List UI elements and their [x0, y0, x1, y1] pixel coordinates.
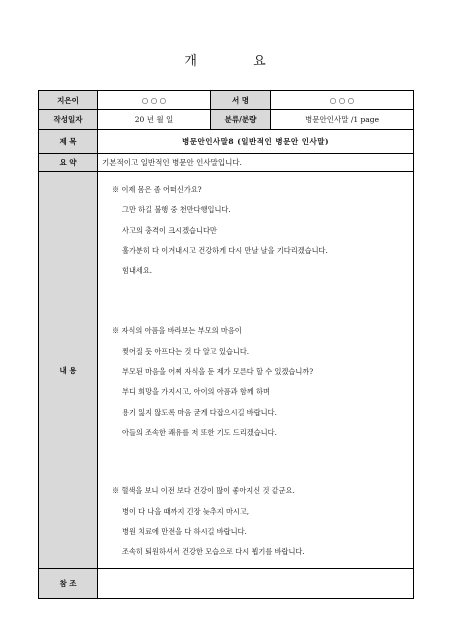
content-line: 병원 치료에 만전을 다 하시길 바랍니다. [122, 526, 247, 536]
content-body [98, 172, 414, 569]
signature-value: ○ ○ ○ [271, 91, 414, 110]
content-line: 병이 다 나을 때까지 긴장 늦추지 마시고, [122, 506, 250, 516]
content-paragraph-1 [112, 180, 403, 281]
content-line: ※ 혈색을 보니 이전 보다 건강이 많이 좋아지신 것 같군요. [112, 486, 295, 496]
summary-label: 요 약 [39, 154, 98, 172]
author-value: ○ ○ ○ [98, 91, 211, 110]
summary-value: 기본적이고 일반적인 병문안 인사말입니다. [98, 154, 414, 172]
paragraph-spacer [112, 443, 403, 481]
content-line: 부모된 마음을 어찌 자식을 둔 제가 모른다 할 수 있겠습니까? [122, 367, 314, 377]
content-line: ※ 이제 몸은 좀 어떠신가요? [112, 185, 202, 194]
summary-form [38, 90, 414, 599]
content-label: 내 용 [39, 172, 98, 569]
author-label: 지은이 [39, 91, 98, 110]
date-label: 작성일자 [39, 110, 98, 130]
reference-value [98, 569, 414, 599]
reference-label: 참 조 [39, 569, 98, 599]
date-value: 20 년 월 일 [98, 110, 211, 130]
category-value: 병문안인사말 /1 page [271, 110, 414, 130]
content-line: 용기 잃지 않도록 마음 굳게 다잡으시길 바랍니다. [122, 407, 277, 417]
content-line: ※ 자식의 아픔을 바라보는 부모의 마음이 [112, 326, 242, 336]
content-line: 그만 하길 불행 중 천만다행입니다. [122, 205, 231, 215]
content-line: 찢어질 듯 아프다는 것 다 알고 있습니다. [122, 346, 250, 356]
signature-label: 서 명 [211, 91, 271, 110]
subject-value: 병문안인사말8 (일반적인 병문안 인사말) [98, 130, 414, 154]
category-label: 분류/분량 [211, 110, 271, 130]
content-line: 조속히 퇴원하셔서 건강한 모습으로 다시 뵙기를 바랍니다. [122, 547, 305, 557]
content-paragraph-3 [112, 481, 403, 562]
content-paragraph-2 [112, 321, 403, 443]
content-line: 아들의 조속한 쾌유를 저 또한 기도 드리겠습니다. [122, 427, 277, 437]
content-line: 사고의 충격이 크시겠습니다만 [122, 225, 217, 235]
page-title: 개 요 [184, 54, 292, 69]
content-line: 훌가분히 다 이겨내시고 건강하게 다시 만날 날을 기다리겠습니다. [122, 245, 328, 255]
subject-label: 제 목 [39, 130, 98, 154]
content-line: 부디 희망을 가지시고, 아이의 아픔과 함께 하며 [122, 387, 270, 397]
content-line: 힘내세요. [122, 266, 153, 276]
paragraph-spacer [112, 281, 403, 321]
